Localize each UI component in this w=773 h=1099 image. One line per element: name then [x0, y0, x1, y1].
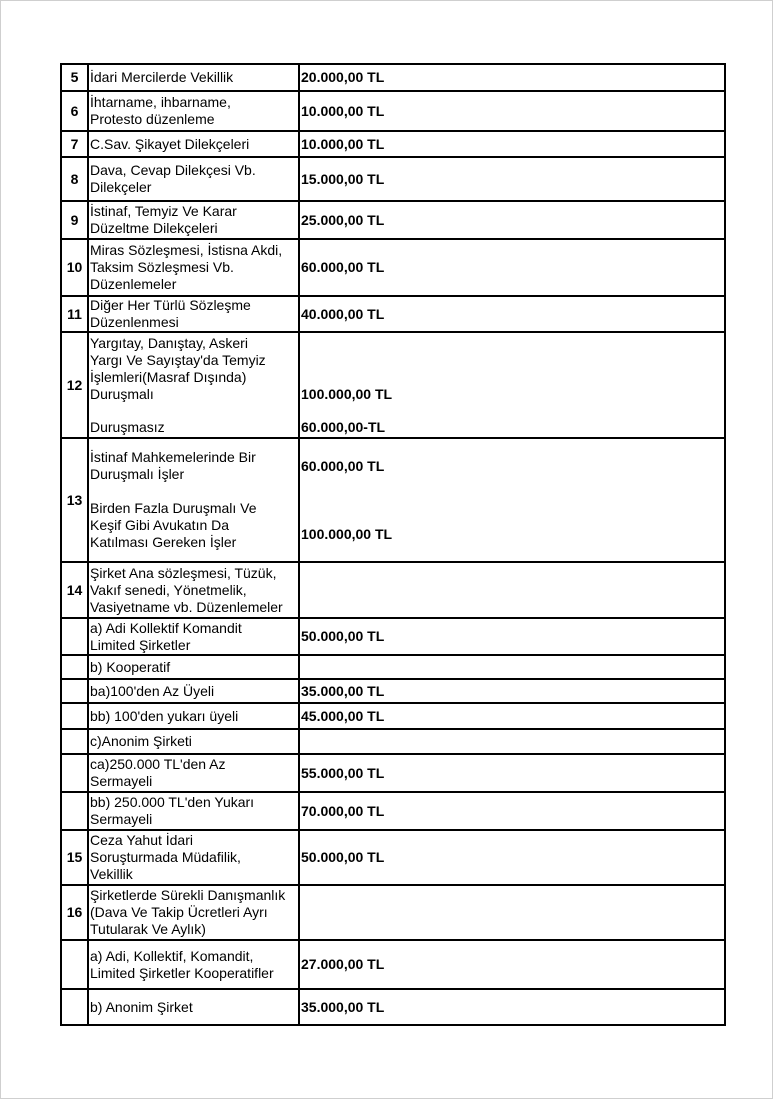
row-amount: 40.000,00 TL: [299, 296, 725, 332]
table-row: [61, 655, 725, 679]
table-row: [61, 703, 725, 729]
row-description: Şirketlerde Sürekli Danışmanlık (Dava Ve Takip Ücretleri Ayrı Tutularak Ve Aylık): [88, 885, 299, 940]
table-row: [61, 562, 725, 618]
amount-birden-fazla-durusmali: 100.000,00 TL: [301, 525, 393, 542]
row-amount: [299, 655, 725, 679]
row-amount: 15.000,00 TL: [299, 157, 725, 201]
row-description: Ceza Yahut İdari Soruşturmada Müdafilik, Vekillik: [88, 830, 299, 885]
table-row: [61, 131, 725, 157]
row-description: c)Anonim Şirketi: [88, 729, 299, 754]
row-amount: 60.000,00 TL: [299, 239, 725, 296]
row-number: [61, 729, 88, 754]
row-number: 6: [61, 91, 88, 131]
row-description: İdari Mercilerde Vekillik: [88, 64, 299, 91]
row-description: a) Adi Kollektif Komandit Limited Şirketler: [88, 618, 299, 655]
row-amount: 27.000,00 TL: [299, 940, 725, 989]
row-description: Diğer Her Türlü Sözleşme Düzenlenmesi: [88, 296, 299, 332]
row-number: [61, 754, 88, 792]
row-number: 8: [61, 157, 88, 201]
row-number: [61, 618, 88, 655]
row-amount: [299, 885, 725, 940]
row-description: Miras Sözleşmesi, İstisna Akdi, Taksim Sözleşmesi Vb. Düzenlemeler: [88, 239, 299, 296]
row-number: 7: [61, 131, 88, 157]
row-number: [61, 655, 88, 679]
row-description: İstinaf Mahkemelerinde Bir Duruşmalı İşler Birden Fazla Duruşmalı Ve Keşif Gibi Avukatın Da Katılması Gereken İşler: [88, 438, 299, 562]
row-number: 12: [61, 332, 88, 438]
amount-tek-durusmali: 60.000,00 TL: [301, 457, 385, 474]
row-amount: 35.000,00 TL: [299, 989, 725, 1025]
row-amount: 70.000,00 TL: [299, 792, 725, 830]
row-number: 10: [61, 239, 88, 296]
row-number: [61, 679, 88, 703]
row-number: [61, 792, 88, 830]
row-description: a) Adi, Kollektif, Komandit, Limited Şirketler Kooperatifler: [88, 940, 299, 989]
table-row: [61, 157, 725, 201]
table-row: [61, 239, 725, 296]
row-description: bb) 100'den yukarı üyeli: [88, 703, 299, 729]
row-description: Şirket Ana sözleşmesi, Tüzük, Vakıf senedi, Yönetmelik, Vasiyetname vb. Düzenlemeler: [88, 562, 299, 618]
row-amount: 50.000,00 TL: [299, 830, 725, 885]
table-row: [61, 885, 725, 940]
table-row: [61, 729, 725, 754]
table-row: [61, 679, 725, 703]
table-row: [61, 332, 725, 438]
table-row: [61, 830, 725, 885]
table-row: [61, 296, 725, 332]
row-amount: [299, 332, 725, 438]
row-amount: 50.000,00 TL: [299, 618, 725, 655]
row-amount: 20.000,00 TL: [299, 64, 725, 91]
row-number: 11: [61, 296, 88, 332]
row-number: [61, 989, 88, 1025]
table-row: [61, 64, 725, 91]
row-description: bb) 250.000 TL'den Yukarı Sermayeli: [88, 792, 299, 830]
row-description: Dava, Cevap Dilekçesi Vb. Dilekçeler: [88, 157, 299, 201]
fee-schedule-table: [60, 63, 726, 1026]
row-amount: 25.000,00 TL: [299, 201, 725, 239]
amount-durusmasiz: 60.000,00-TL: [301, 418, 386, 435]
row-description: b) Anonim Şirket: [88, 989, 299, 1025]
amount-durusmali: 100.000,00 TL: [301, 385, 393, 402]
table-row: [61, 754, 725, 792]
row-number: 14: [61, 562, 88, 618]
row-amount: 55.000,00 TL: [299, 754, 725, 792]
row-number: 5: [61, 64, 88, 91]
table-row: [61, 618, 725, 655]
row-number: [61, 940, 88, 989]
row-amount: [299, 438, 725, 562]
row-number: 9: [61, 201, 88, 239]
row-number: 15: [61, 830, 88, 885]
row-number: 16: [61, 885, 88, 940]
row-amount: 10.000,00 TL: [299, 131, 725, 157]
row-description: ca)250.000 TL'den Az Sermayeli: [88, 754, 299, 792]
table-row: [61, 201, 725, 239]
row-amount: 45.000,00 TL: [299, 703, 725, 729]
table-row: [61, 792, 725, 830]
row-description: İhtarname, ihbarname, Protesto düzenleme: [88, 91, 299, 131]
row-description: C.Sav. Şikayet Dilekçeleri: [88, 131, 299, 157]
row-amount: [299, 562, 725, 618]
row-number: [61, 703, 88, 729]
table-row: [61, 940, 725, 989]
row-number: 13: [61, 438, 88, 562]
table-row: [61, 989, 725, 1025]
table-row: [61, 91, 725, 131]
row-amount: 35.000,00 TL: [299, 679, 725, 703]
row-amount: 10.000,00 TL: [299, 91, 725, 131]
row-description: Yargıtay, Danıştay, Askeri Yargı Ve Sayıştay'da Temyiz İşlemleri(Masraf Dışında) Duruşmalı Duruşmasız: [88, 332, 299, 438]
table-row: [61, 438, 725, 562]
row-description: İstinaf, Temyiz Ve Karar Düzeltme Dilekçeleri: [88, 201, 299, 239]
row-amount: [299, 729, 725, 754]
row-description: ba)100'den Az Üyeli: [88, 679, 299, 703]
row-description: b) Kooperatif: [88, 655, 299, 679]
